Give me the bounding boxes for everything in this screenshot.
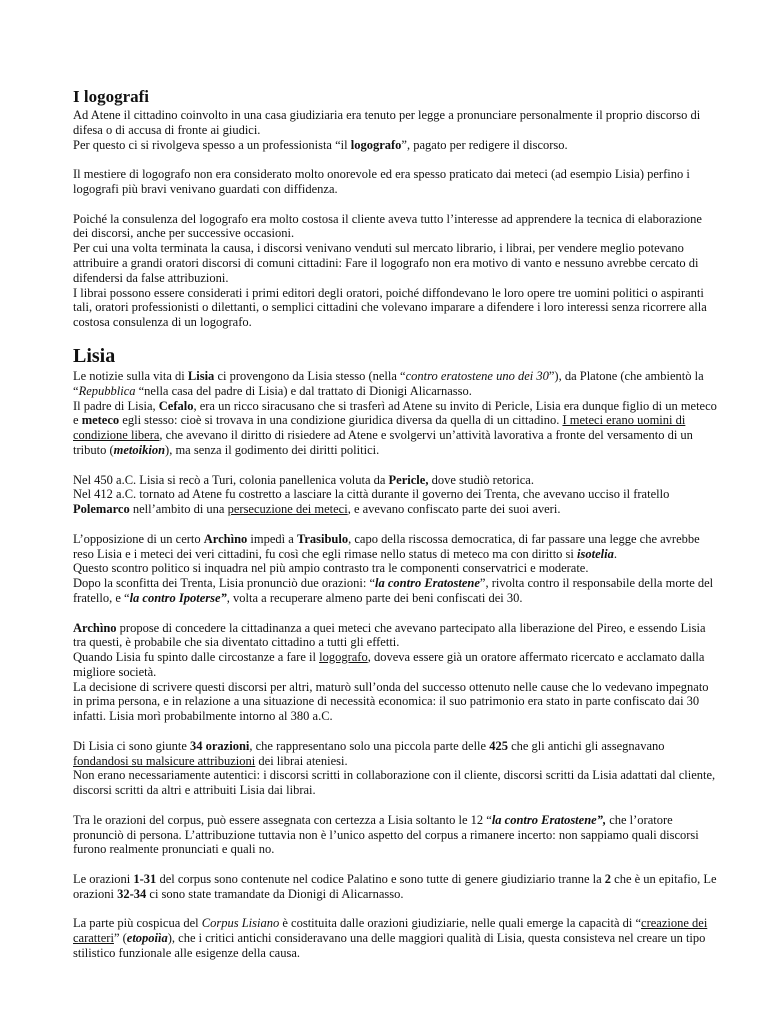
paragraph-lisia-6 [73,813,718,857]
text-run: I librai possono essere considerati i primi editori degli oratori, poiché diffondevano le loro opere tre uomini politici o aspiranti tali, oratori professionisti o dilettanti, o semplici cittadini che volevano imparare a difendere i loro interessi senza ricorrere alla costosa consulenza di un logografo. [73,285,707,330]
emphasis-text: 1-31 [133,872,157,887]
paragraph-logografi-3 [73,212,718,330]
emphasis-text: contro eratostene uno dei 30 [405,368,549,383]
text-run: che l’oratore pronunciò di persona. L’attribuzione tuttavia non è l’unico aspetto del corpus a rimanere incerto: non sappiamo quali discorsi furono realmente pronunciati e quali no. [73,812,699,857]
emphasis-text: Corpus Lisiano [201,916,280,931]
text-run: , doveva essere già un oratore affermato ricercato e acclamato dalla migliore società. [73,650,705,679]
emphasis-text: etopoiìa [126,931,168,946]
text-run: Le notizie sulla vita di [73,368,188,383]
underlined-text: creazione dei caratteri [73,916,708,946]
emphasis-text: Trasibulo [296,531,349,546]
text-run: che gli antichi gli assegnavano [507,738,665,753]
text-run: ci provengono da Lisia stesso (nella “ [214,368,406,383]
text-run: ” ( [113,931,127,946]
paragraph-lisia-2 [73,473,718,517]
text-run: Tra le orazioni del corpus, può essere assegnata con certezza a Lisia soltanto le 12 “ [73,812,492,827]
text-run: , che avevano il diritto di risiedere ad Atene e svolgervi un’attività lavorativa a fronte del versamento di un tributo ( [73,428,693,457]
text-run: egli stesso: cioè si trovava in una condizione giuridica diversa da quella di un cittadino. [119,413,563,428]
text-run: Per questo ci si rivolgeva spesso a un professionista “il [73,137,351,152]
emphasis-text: la contro Eratostene [375,576,480,591]
emphasis-text: Lisia [187,368,215,383]
emphasis-text: meteco [81,413,120,428]
underlined-text: logografo [319,650,368,665]
text-run: impedì a [247,531,297,546]
text-run: , era un ricco siracusano che si trasferì ad Atene su invito di Pericle, Lisia era dunque figlio di un meteco e [73,398,717,428]
emphasis-text: 32-34 [117,886,147,901]
text-run: Ad Atene il cittadino coinvolto in una casa giudiziaria era tenuto per legge a pronunciare personalmente il proprio discorso di difesa o di accusa di fronte ai giudici. [73,108,701,137]
text-run: dei librai ateniesi. [255,753,348,768]
emphasis-text: metoikion [113,442,166,457]
emphasis-text: Polemarco [73,502,130,517]
section-title-logografi: I logografi [73,87,150,106]
text-run: ), che i critici antichi consideravano una delle maggiori qualità di Lisia, questa consisteva nel creare un tipo stilistico funzionale alle esigenze della causa. [73,931,706,961]
text-run: Questo scontro politico si inquadra nel più ampio contrasto tra le componenti conservatrici e moderate. [73,561,589,576]
emphasis-text: Cefalo [158,398,194,413]
emphasis-text: 425 [489,738,508,753]
paragraph-lisia-1 [73,369,718,458]
paragraph-logografi-2 [73,167,718,197]
underlined-text: I meteci erano uomini di condizione libera [73,413,686,443]
paragraph-logografi-1 [73,108,718,152]
text-run: Quando Lisia fu spinto dalle circostanze a fare il [73,650,320,665]
paragraph-lisia-3 [73,532,718,606]
text-run: Dopo la sconfitta dei Trenta, Lisia pronunciò due orazioni: “ [73,576,376,591]
text-run: Per cui una volta terminata la causa, i discorsi venivano venduti sul mercato librario, i librai, per vendere meglio potevano attribuire a grandi oratori discorsi di comuni cittadini: Fare il logografo non era motivo di vanto e nessuno avrebbe cercato di difendersi da false attribuzioni. [73,241,699,285]
emphasis-text: la contro Eratostene”, [491,812,607,827]
paragraph-lisia-5 [73,739,718,798]
text-run: Non erano necessariamente autentici: i discorsi scritti in collaborazione con il cliente, discorsi scritti da Lisia adattati dal cliente, discorsi scritti da altri e attribuiti Lisia dai librai. [73,768,716,798]
text-run: La decisione di scrivere questi discorsi per altri, maturò sull’onda del successo ottenuto nelle cause che lo vedevano impegnato in prima persona, e in relazione a una situazione di necessità economica: il suo patrimonio era stato in parte confiscato dai 30 infatti. Lisia morì probabilmente intorno al 380 a.C. [73,679,709,724]
text-run: L’opposizione di un certo [73,531,204,546]
emphasis-text: Archìno [73,620,117,635]
emphasis-text: la contro Ipoterse” [129,590,227,605]
text-run: del corpus sono contenute nel codice Palatino e sono tutte di genere giudiziario tranne la [156,872,605,887]
text-run: ”, rivolta contro il responsabile della morte del fratello, e “ [73,576,714,605]
text-run: , e avevano confiscato parte dei suoi averi. [347,502,561,517]
section-title-lisia: Lisia [73,344,116,367]
emphasis-text: isotelia [577,546,614,561]
text-run: ”, pagato per redigere il discorso. [401,137,568,152]
text-run: . [613,546,617,561]
text-run: Poiché la consulenza del logografo era molto costosa il cliente aveva tutto l’interesse ad apprendere la tecnica di elaborazione dei discorsi, anche per successive occasioni. [73,211,702,241]
paragraph-lisia-7 [73,872,718,902]
emphasis-text: Repubblica [78,383,136,398]
text-run: ”), da Platone (che ambientò la “ [73,368,704,398]
emphasis-text: logografo [350,137,402,152]
text-run: Il mestiere di logografo non era considerato molto onorevole ed era spesso praticato dai meteci (ad esempio Lisia) perfino i logografi più bravi venivano guardati con diffidenza. [73,167,690,196]
text-run: Nel 412 a.C. tornato ad Atene fu costretto a lasciare la città durante il governo dei Trenta, che avevano ucciso il fratello [73,487,670,502]
text-run: , che rappresentano solo una piccola parte delle [249,738,490,753]
underlined-text: persecuzione dei meteci [227,502,348,517]
text-run: dove studiò retorica. [428,472,534,487]
text-run: , capo della riscossa democratica, di far passare una legge che avrebbe reso Lisia e i meteci dei veri cittadini, fu così che egli rimase nello status di meteco ma con diritto si [73,531,700,561]
paragraph-lisia-4 [73,621,718,725]
text-run: Il padre di Lisia, [73,398,159,413]
emphasis-text: 34 orazioni [190,738,250,753]
text-run: nell’ambito di una [129,502,228,517]
emphasis-text: Pericle, [388,472,429,487]
text-run: Nel 450 a.C. Lisia si recò a Turi, colonia panellenica voluta da [73,472,389,487]
text-run: Le orazioni [73,872,134,887]
text-run: ), ma senza il godimento dei diritti politici. [165,442,380,457]
emphasis-text: 2 [604,872,612,887]
text-run: che è un epitafio, Le orazioni [73,872,717,901]
text-run: ci sono state tramandate da Dionigi di Alicarnasso. [146,886,404,901]
text-run: Di Lisia ci sono giunte [73,738,190,753]
paragraph-lisia-8 [73,916,718,960]
text-run: La parte più cospicua del [73,916,202,931]
text-run: è costituita dalle orazioni giudiziarie, nelle quali emerge la capacità di “ [279,916,642,931]
text-run: propose di concedere la cittadinanza a quei meteci che avevano partecipato alla liberazione del Pireo, e essendo Lisia tra questi, è probabile che sia diventato cittadino a tutti gli effetti. [73,620,706,650]
underlined-text: fondandosi su malsicure attribuzioni [73,753,256,768]
text-run: , volta a recuperare almeno parte dei beni confiscati dei 30. [226,590,523,605]
emphasis-text: Archìno [203,531,248,546]
text-run: “nella casa del padre di Lisia) e dal trattato di Dionigi Alicarnasso. [135,383,472,398]
